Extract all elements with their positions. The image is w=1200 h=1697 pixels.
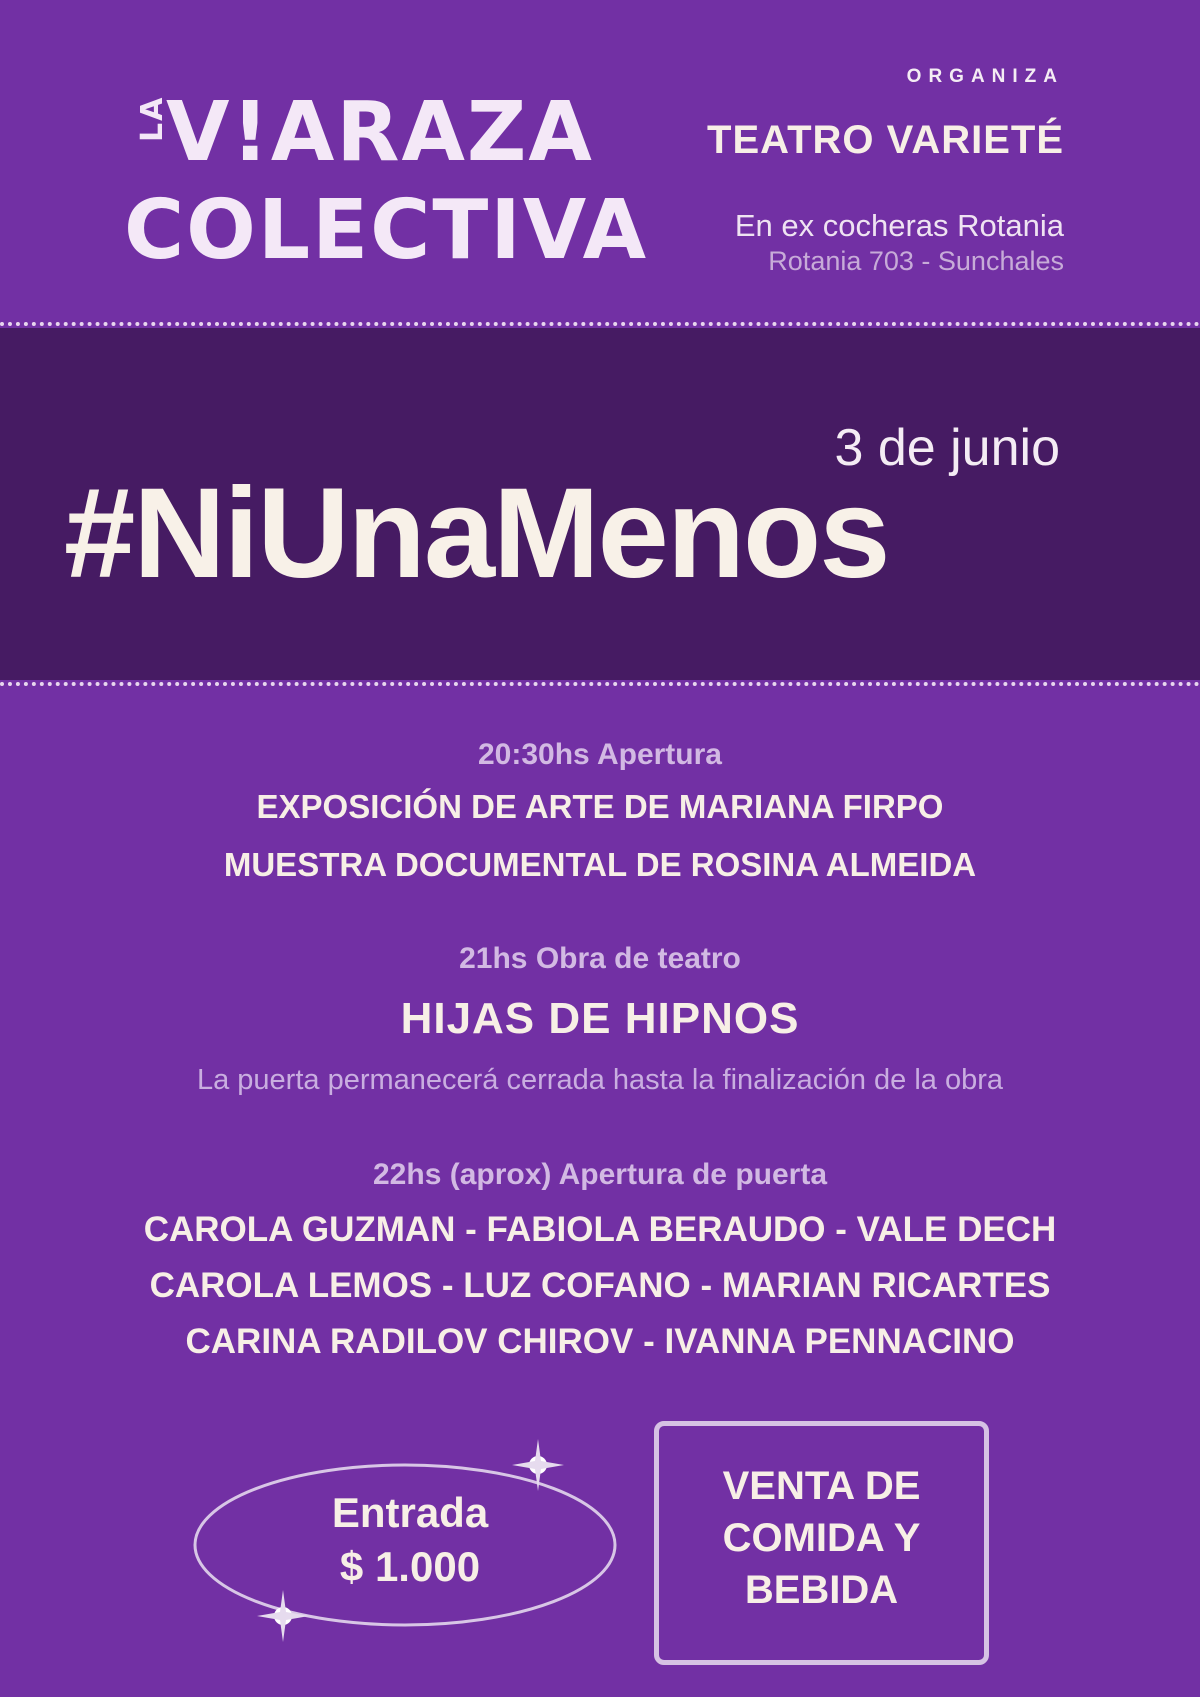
event-hashtag: #NiUnaMenos xyxy=(64,462,889,605)
logo-line1: V!ARAZA xyxy=(166,85,594,180)
artists-line: CAROLA GUZMAN - FABIOLA BERAUDO - VALE DECH xyxy=(143,1210,1057,1249)
sparkle-icon xyxy=(257,1590,309,1642)
sparkle-icon xyxy=(512,1439,564,1491)
block2-time: 21hs Obra de teatro xyxy=(459,942,741,975)
block1-time: 20:30hs Apertura xyxy=(478,738,722,771)
block1-item: EXPOSICIÓN DE ARTE DE MARIANA FIRPO xyxy=(256,788,944,825)
block3-time: 22hs (aprox) Apertura de puerta xyxy=(373,1158,827,1191)
food-line: VENTA DE xyxy=(722,1464,921,1508)
logo-line2: COLECTIVA xyxy=(124,183,649,278)
ticket-ellipse xyxy=(185,1440,625,1640)
food-line: COMIDA Y xyxy=(722,1516,921,1560)
venue-name: En ex cocheras Rotania xyxy=(734,208,1064,243)
logo-prefix: LA xyxy=(135,95,170,142)
ticket-label: Entrada xyxy=(331,1489,489,1536)
organizer-name: TEATRO VARIETÉ xyxy=(707,118,1064,162)
venue-address: Rotania 703 - Sunchales xyxy=(768,246,1064,276)
block1-item: MUESTRA DOCUMENTAL DE ROSINA ALMEIDA xyxy=(223,846,977,883)
food-line: BEBIDA xyxy=(744,1568,899,1612)
artists-line: CARINA RADILOV CHIROV - IVANNA PENNACINO xyxy=(185,1322,1015,1361)
divider-bottom xyxy=(0,682,1200,686)
organiza-label: ORGANIZA xyxy=(906,66,1064,87)
artists-line: CAROLA LEMOS - LUZ COFANO - MARIAN RICARTES xyxy=(149,1266,1051,1305)
door-note: La puerta permanecerá cerrada hasta la finalización de la obra xyxy=(196,1064,1004,1096)
la-viaraza-colectiva-logo xyxy=(120,60,649,290)
play-title: HIJAS DE HIPNOS xyxy=(400,994,800,1043)
event-date: 3 de junio xyxy=(834,419,1060,477)
ticket-price: $ 1.000 xyxy=(339,1543,481,1590)
divider-top xyxy=(0,322,1200,326)
